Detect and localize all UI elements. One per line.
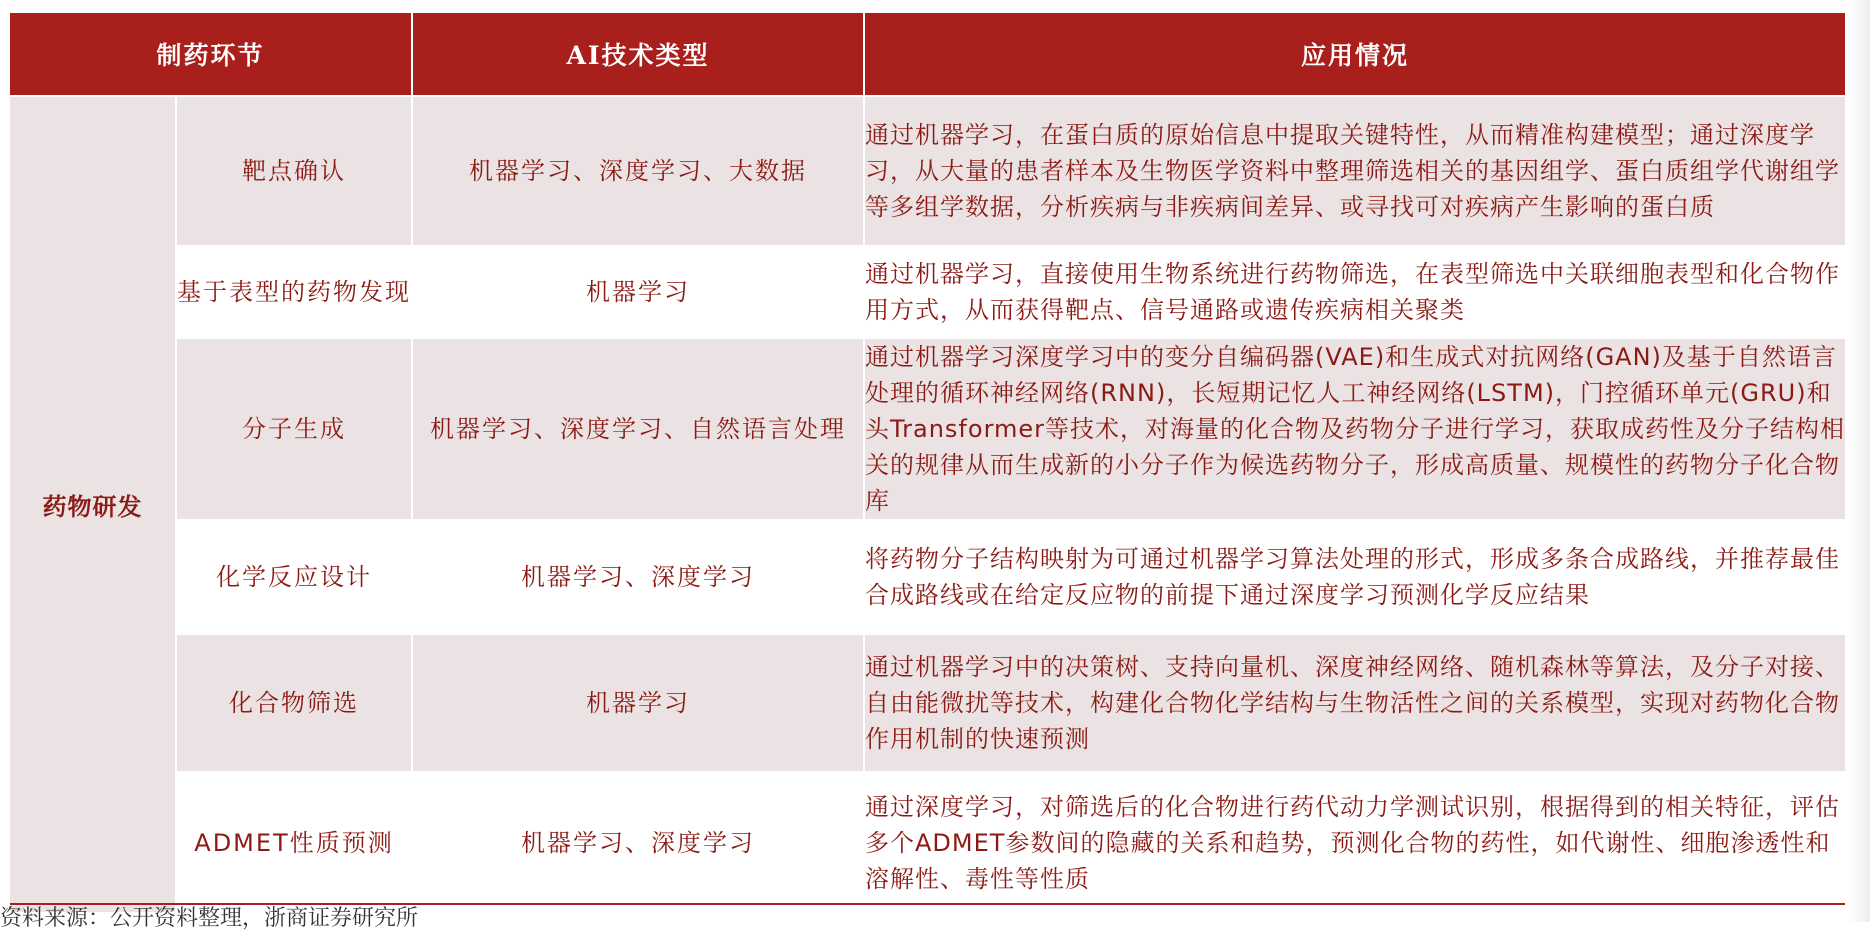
- step-cell: 靶点确认: [176, 96, 412, 246]
- tech-cell: 机器学习: [412, 634, 864, 772]
- table-row: [10, 634, 1845, 772]
- application-cell: 通过深度学习，对筛选后的化合物进行药代动力学测试识别，根据得到的相关特征，评估多个ADMET参数间的隐藏的关系和趋势，预测化合物的药性，如代谢性、细胞渗透性和溶解性、毒性等性质: [864, 772, 1845, 912]
- step-cell: ADMET性质预测: [176, 772, 412, 912]
- tech-cell: 机器学习、深度学习: [412, 520, 864, 634]
- application-cell: 通过机器学习，在蛋白质的原始信息中提取关键特性，从而精准构建模型；通过深度学习，从大量的患者样本及生物医学资料中整理筛选相关的基因组学、蛋白质组学代谢组学等多组学数据，分析疾病与非疾病间差异、或寻找可对疾病产生影响的蛋白质: [864, 96, 1845, 246]
- tech-cell: 机器学习、深度学习、自然语言处理: [412, 338, 864, 520]
- table-row: [10, 772, 1845, 912]
- tech-cell: 机器学习、深度学习、大数据: [412, 96, 864, 246]
- tech-cell: 机器学习: [412, 246, 864, 338]
- table-bottom-rule: [10, 903, 1845, 905]
- application-cell: 通过机器学习，直接使用生物系统进行药物筛选，在表型筛选中关联细胞表型和化合物作用方式，从而获得靶点、信号通路或遗传疾病相关聚类: [864, 246, 1845, 338]
- step-cell: 化合物筛选: [176, 634, 412, 772]
- application-cell: 通过机器学习深度学习中的变分自编码器(VAE)和生成式对抗网络(GAN)及基于自然语言处理的循环神经网络(RNN)，长短期记忆人工神经网络(LSTM)，门控循环单元(GRU)和头Transformer等技术，对海量的化合物及药物分子进行学习，获取成药性及分子结构相关的规律从而生成新的小分子作为候选药物分子，形成高质量、规模性的药物分子化合物库: [864, 338, 1845, 520]
- table-header-row: [10, 13, 1845, 96]
- page-edge-shadow: [1848, 0, 1870, 922]
- stage-cell: 药物研发: [10, 96, 176, 912]
- application-cell: 将药物分子结构映射为可通过机器学习算法处理的形式，形成多条合成路线，并推荐最佳合成路线或在给定反应物的前提下通过深度学习预测化学反应结果: [864, 520, 1845, 634]
- step-cell: 基于表型的药物发现: [176, 246, 412, 338]
- header-application: 应用情况: [864, 13, 1845, 96]
- footnote-text: 资料来源：公开资料整理，浙商证券研究所: [0, 906, 419, 931]
- step-cell: 分子生成: [176, 338, 412, 520]
- table-row: [10, 96, 1845, 246]
- ai-pharma-table: [10, 13, 1845, 912]
- tech-cell: 机器学习、深度学习: [412, 772, 864, 912]
- table-row: [10, 520, 1845, 634]
- header-stage: 制药环节: [10, 13, 412, 96]
- step-cell: 化学反应设计: [176, 520, 412, 634]
- header-tech: AI技术类型: [412, 13, 864, 96]
- application-cell: 通过机器学习中的决策树、支持向量机、深度神经网络、随机森林等算法，及分子对接、自由能微扰等技术，构建化合物化学结构与生物活性之间的关系模型，实现对药物化合物作用机制的快速预测: [864, 634, 1845, 772]
- table-row: [10, 338, 1845, 520]
- table-row: [10, 246, 1845, 338]
- source-footnote: [0, 906, 600, 931]
